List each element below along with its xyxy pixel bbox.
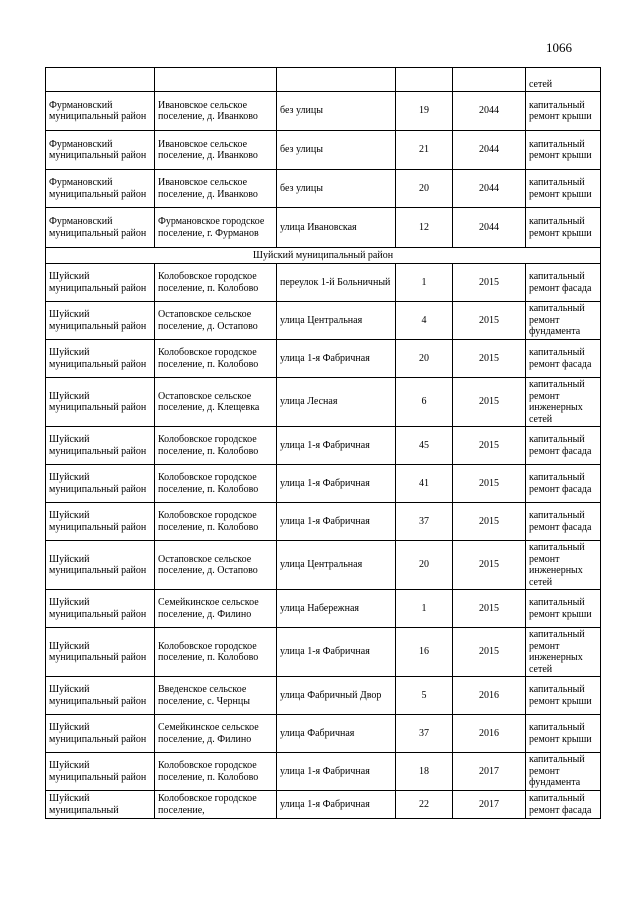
work-cell: капитальный ремонт инженерных сетей — [526, 541, 601, 590]
settlement-cell: Остаповское сельское поселение, д. Клещевка — [155, 378, 277, 427]
table-row — [46, 677, 601, 715]
house-cell: 20 — [396, 541, 453, 590]
street-cell: улица Ивановская — [277, 208, 396, 248]
section-title: Шуйский муниципальный район — [46, 248, 601, 264]
table-row — [46, 208, 601, 248]
work-cell: капитальный ремонт крыши — [526, 92, 601, 131]
district-cell — [46, 68, 155, 92]
settlement-cell: Колобовское городское поселение, п. Колобово — [155, 340, 277, 378]
year-cell: 2015 — [453, 378, 526, 427]
street-cell: улица Набережная — [277, 590, 396, 628]
district-cell: Шуйский муниципальный район — [46, 590, 155, 628]
house-cell: 22 — [396, 791, 453, 819]
year-cell: 2015 — [453, 628, 526, 677]
work-cell: капитальный ремонт крыши — [526, 677, 601, 715]
year-cell: 2015 — [453, 541, 526, 590]
district-cell: Шуйский муниципальный район — [46, 541, 155, 590]
year-cell — [453, 68, 526, 92]
year-cell: 2015 — [453, 264, 526, 302]
table-row — [46, 427, 601, 465]
district-cell: Шуйский муниципальный район — [46, 503, 155, 541]
table-row — [46, 302, 601, 340]
settlement-cell: Колобовское городское поселение, — [155, 791, 277, 819]
district-cell: Шуйский муниципальный район — [46, 465, 155, 503]
work-cell: капитальный ремонт фасада — [526, 503, 601, 541]
district-cell: Шуйский муниципальный район — [46, 753, 155, 791]
table-row — [46, 264, 601, 302]
table-row-continued — [46, 68, 601, 92]
district-cell: Шуйский муниципальный район — [46, 427, 155, 465]
year-cell: 2016 — [453, 715, 526, 753]
table-row — [46, 92, 601, 131]
district-cell: Шуйский муниципальный район — [46, 264, 155, 302]
settlement-cell: Семейкинское сельское поселение, д. Филино — [155, 715, 277, 753]
work-cell: капитальный ремонт фасада — [526, 340, 601, 378]
settlement-cell: Ивановское сельское поселение, д. Иванково — [155, 92, 277, 131]
work-cell: капитальный ремонт крыши — [526, 131, 601, 170]
settlement-cell: Ивановское сельское поселение, д. Иванково — [155, 170, 277, 208]
work-cell: капитальный ремонт инженерных сетей — [526, 628, 601, 677]
house-cell: 4 — [396, 302, 453, 340]
street-cell: без улицы — [277, 92, 396, 131]
work-cell: сетей — [526, 68, 601, 92]
housing-repair-table — [45, 67, 601, 819]
year-cell: 2044 — [453, 208, 526, 248]
table-row — [46, 791, 601, 819]
year-cell: 2044 — [453, 170, 526, 208]
street-cell: улица 1-я Фабричная — [277, 340, 396, 378]
year-cell: 2015 — [453, 427, 526, 465]
district-cell: Фурмановский муниципальный район — [46, 208, 155, 248]
table-row — [46, 503, 601, 541]
house-cell: 5 — [396, 677, 453, 715]
settlement-cell: Остаповское сельское поселение, д. Остапово — [155, 541, 277, 590]
settlement-cell — [155, 68, 277, 92]
street-cell: улица Лесная — [277, 378, 396, 427]
work-cell: капитальный ремонт крыши — [526, 590, 601, 628]
house-cell: 45 — [396, 427, 453, 465]
street-cell — [277, 68, 396, 92]
street-cell: улица Центральная — [277, 302, 396, 340]
work-cell: капитальный ремонт крыши — [526, 170, 601, 208]
year-cell: 2015 — [453, 465, 526, 503]
house-cell: 1 — [396, 264, 453, 302]
house-cell: 12 — [396, 208, 453, 248]
street-cell: улица 1-я Фабричная — [277, 628, 396, 677]
year-cell: 2016 — [453, 677, 526, 715]
table-row — [46, 465, 601, 503]
street-cell: без улицы — [277, 170, 396, 208]
district-cell: Фурмановский муниципальный район — [46, 170, 155, 208]
settlement-cell: Колобовское городское поселение, п. Колобово — [155, 628, 277, 677]
district-cell: Фурмановский муниципальный район — [46, 131, 155, 170]
street-cell: переулок 1-й Больничный — [277, 264, 396, 302]
settlement-cell: Колобовское городское поселение, п. Колобово — [155, 465, 277, 503]
work-cell: капитальный ремонт фасада — [526, 791, 601, 819]
year-cell: 2017 — [453, 791, 526, 819]
work-cell: капитальный ремонт фундамента — [526, 302, 601, 340]
house-cell: 1 — [396, 590, 453, 628]
year-cell: 2015 — [453, 503, 526, 541]
district-cell: Шуйский муниципальный — [46, 791, 155, 819]
street-cell: улица Фабричный Двор — [277, 677, 396, 715]
street-cell: улица Фабричная — [277, 715, 396, 753]
house-cell: 37 — [396, 503, 453, 541]
table-row — [46, 628, 601, 677]
settlement-cell: Введенское сельское поселение, с. Чернцы — [155, 677, 277, 715]
year-cell: 2015 — [453, 302, 526, 340]
street-cell: улица 1-я Фабричная — [277, 753, 396, 791]
table-row — [46, 753, 601, 791]
work-cell: капитальный ремонт фасада — [526, 264, 601, 302]
house-cell: 37 — [396, 715, 453, 753]
street-cell: улица 1-я Фабричная — [277, 503, 396, 541]
district-cell: Шуйский муниципальный район — [46, 378, 155, 427]
table-row — [46, 378, 601, 427]
year-cell: 2044 — [453, 131, 526, 170]
house-cell: 18 — [396, 753, 453, 791]
work-cell: капитальный ремонт инженерных сетей — [526, 378, 601, 427]
settlement-cell: Колобовское городское поселение, п. Колобово — [155, 264, 277, 302]
street-cell: улица 1-я Фабричная — [277, 465, 396, 503]
house-cell: 41 — [396, 465, 453, 503]
house-cell: 16 — [396, 628, 453, 677]
table-row — [46, 170, 601, 208]
house-cell: 19 — [396, 92, 453, 131]
settlement-cell: Колобовское городское поселение, п. Колобово — [155, 427, 277, 465]
work-cell: капитальный ремонт фасада — [526, 465, 601, 503]
street-cell: улица Центральная — [277, 541, 396, 590]
house-cell: 6 — [396, 378, 453, 427]
year-cell: 2015 — [453, 590, 526, 628]
district-cell: Фурмановский муниципальный район — [46, 92, 155, 131]
settlement-cell: Колобовское городское поселение, п. Колобово — [155, 503, 277, 541]
district-cell: Шуйский муниципальный район — [46, 340, 155, 378]
section-row — [46, 248, 601, 264]
work-cell: капитальный ремонт крыши — [526, 715, 601, 753]
year-cell: 2015 — [453, 340, 526, 378]
table-row — [46, 541, 601, 590]
table-row — [46, 590, 601, 628]
street-cell: без улицы — [277, 131, 396, 170]
district-cell: Шуйский муниципальный район — [46, 628, 155, 677]
settlement-cell: Фурмановское городское поселение, г. Фурманов — [155, 208, 277, 248]
street-cell: улица 1-я Фабричная — [277, 791, 396, 819]
table-row — [46, 131, 601, 170]
table-row — [46, 340, 601, 378]
street-cell: улица 1-я Фабричная — [277, 427, 396, 465]
house-cell: 20 — [396, 170, 453, 208]
work-cell: капитальный ремонт фасада — [526, 427, 601, 465]
house-cell: 20 — [396, 340, 453, 378]
settlement-cell: Семейкинское сельское поселение, д. Филино — [155, 590, 277, 628]
district-cell: Шуйский муниципальный район — [46, 715, 155, 753]
settlement-cell: Ивановское сельское поселение, д. Иванково — [155, 131, 277, 170]
house-cell: 21 — [396, 131, 453, 170]
table-row — [46, 715, 601, 753]
page-number: 1066 — [546, 40, 572, 55]
settlement-cell: Колобовское городское поселение, п. Колобово — [155, 753, 277, 791]
work-cell: капитальный ремонт крыши — [526, 208, 601, 248]
settlement-cell: Остаповское сельское поселение, д. Остапово — [155, 302, 277, 340]
work-cell: капитальный ремонт фундамента — [526, 753, 601, 791]
district-cell: Шуйский муниципальный район — [46, 302, 155, 340]
year-cell: 2044 — [453, 92, 526, 131]
district-cell: Шуйский муниципальный район — [46, 677, 155, 715]
year-cell: 2017 — [453, 753, 526, 791]
house-cell — [396, 68, 453, 92]
